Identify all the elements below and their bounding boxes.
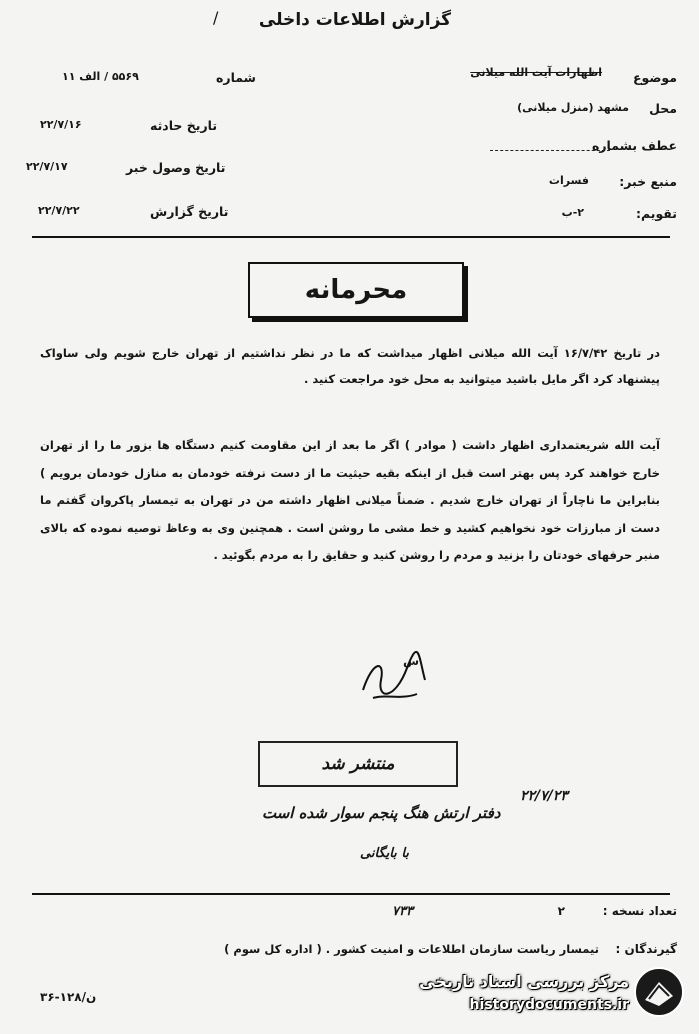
received-date-label: تاریخ وصول خبر bbox=[126, 160, 226, 175]
watermark-url: historydocuments.ir bbox=[469, 997, 629, 1013]
watermark-name: مرکز بررسی اسناد تاریخی bbox=[419, 972, 629, 991]
page-mark: / bbox=[213, 8, 219, 27]
place-label: محل bbox=[649, 101, 677, 116]
report-date-label: تاریخ گزارش bbox=[150, 204, 229, 219]
header-rule bbox=[32, 236, 670, 238]
incident-date-value: ۲۲/۷/۱۶ bbox=[40, 118, 82, 131]
number-label: شماره bbox=[216, 70, 256, 85]
book-logo-icon bbox=[633, 966, 685, 1018]
body-closing: س bbox=[403, 654, 419, 668]
evaluation-label: تقویم: bbox=[635, 206, 677, 221]
report-title: گزارش اطلاعات داخلی bbox=[258, 10, 452, 30]
footer-rule bbox=[32, 893, 670, 895]
distribution-stamp-text: منتشر شد bbox=[321, 754, 395, 774]
ref-dots bbox=[490, 140, 610, 151]
handwritten-ref: ۷۳۳ bbox=[392, 904, 413, 919]
number-value: ۵۵۶۹ / الف ۱۱ bbox=[62, 70, 139, 83]
handwritten-note-2: با بایگانی bbox=[360, 846, 409, 861]
source-value: فسرات bbox=[548, 174, 589, 187]
body-paragraph-2: آیت الله شریعتمداری اظهار داشت ( موادر ) اگر ما بعد از این مقاومت کنیم دستگاه ها بزور ما را از تهران خارج خواهند کرد پس بهتر است قبل از اینکه بقیه حیثیت ما از دست نرفته خودمان به منازل خودمان برویم ) بنابراین ما ناچاراً از تهران خارج شدیم . ضمناً میلانی اظهار داشته من در تهران به تیمسار پاکروان گفتم ما دست از مبارزات خود نخواهیم کشید و خط مشی ما روشن است . همچنین وی به وعاظ توصیه نموده که بالای منبر حرفهای خودتان را بزنید و مردم را روشن کنید و حقایق را به مردم بگوئید . bbox=[40, 438, 660, 562]
evaluation-value: ۲-ب bbox=[561, 206, 584, 219]
subject-value: اظهارات آیت الله میلانی bbox=[470, 66, 602, 79]
place-value: مشهد (منزل میلانی) bbox=[517, 101, 629, 114]
source-label: منبع خبر: bbox=[619, 174, 677, 189]
copies-value: ۲ bbox=[557, 904, 565, 918]
form-code: ۳۶-۱۲۸/ن bbox=[40, 990, 97, 1004]
body-paragraph-1: در تاریخ ۱۶/۷/۴۲ آیت الله میلانی اظهار میداشت که ما در نظر نداشتیم از تهران خارج شویم ولی ساواک پیشنهاد کرد اگر مایل باشید میتوانید به محل خود مراجعت کنید . bbox=[40, 346, 660, 386]
subject-label: موضوع bbox=[632, 70, 677, 85]
received-date-value: ۲۲/۷/۱۷ bbox=[26, 160, 68, 173]
ref-label: عطف بشماره bbox=[591, 138, 677, 153]
classification-text: محرمانه bbox=[304, 275, 408, 305]
copies-label: تعداد نسخه : bbox=[602, 904, 677, 918]
handwritten-note-1: دفتر ارتش هنگ پنجم سوار شده است bbox=[262, 804, 501, 822]
distribution-stamp bbox=[258, 741, 458, 787]
classification-stamp bbox=[248, 262, 464, 318]
handwritten-date-note: ۲۲/۷/۲۳ bbox=[520, 788, 568, 804]
report-date-value: ۲۲/۷/۲۲ bbox=[38, 204, 80, 217]
recipients-label: گیرندگان : bbox=[615, 942, 677, 956]
incident-date-label: تاریخ حادثه bbox=[150, 118, 218, 133]
signature-scribble bbox=[355, 650, 435, 706]
recipients-value: تیمسار ریاست سازمان اطلاعات و امنیت کشور . ( اداره کل سوم ) bbox=[224, 942, 599, 956]
